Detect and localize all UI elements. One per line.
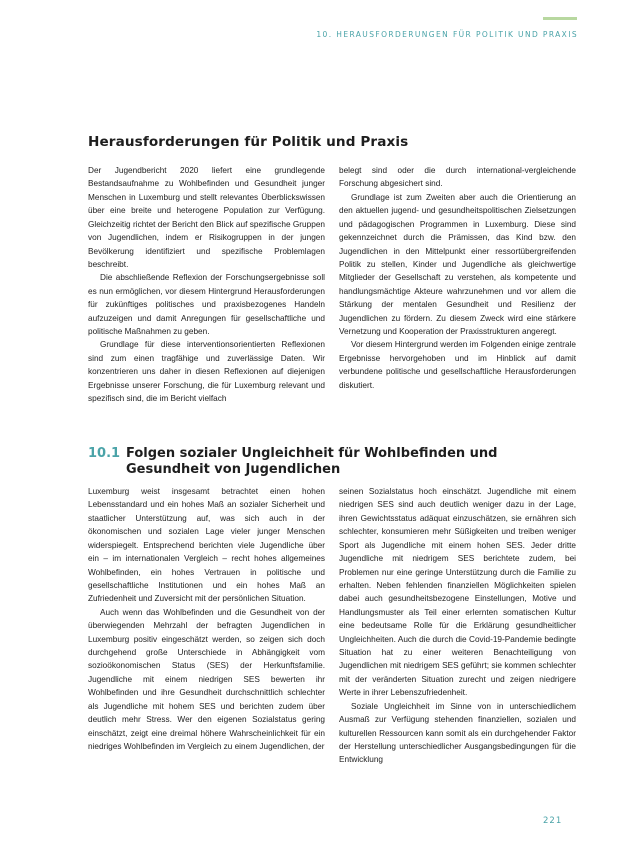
paragraph: Der Jugendbericht 2020 liefert eine grundlegende Bestandsaufnahme zu Wohlbefinden und Gesundheit junger Menschen in Luxemburg und stellt relevantes Überblickswissen über eine breite und heterogene Population zur Verfügung. Gleichzeitig richtet der Bericht den Blick auf spezifische Gruppen von Jugendlichen, indem er Risikogruppen in der jungen Bevölkerung identifiziert und spezifische Problemlagen beschreibt. [88,166,325,269]
paragraph: seinen Sozialstatus hoch einschätzt. Jugendliche mit einem niedrigen SES sind auch deutlich weniger dazu in der Lage, ihren Gewichtsstatus adäquat einzuschätzen, sie ernähren sich schlechter, konsumieren mehr Süßigkeiten und treiben weniger Sport als Jugendliche mit einem hohen SES. Jeder dritte Jugendliche mit niedrigem SES berichtete zudem, bei Problemen nur eine geringe Unterstützung durch die Familie zu erhalten. Neben fehlenden finanziellen Möglichkeiten spielen dabei auch gesundheitsbezogene Einstellungen, Motive und Handlungsmuster als Teil einer erlernten somatischen Kultur eine bedeutsame Rolle für die Erklärung gesundheitlicher Ungleichheiten. Auch die durch die Covid-19-Pandemie bedingte Situation hat zu einer weiteren Benachteiligung von Jugendlichen mit niedrigem SES geführt; sie kommen schlechter mit der veränderten Situation zurecht und zeigen niedrigere Werte in ihrer Lebenszufriedenheit. [339,487,576,698]
section-title: Herausforderungen für Politik und Praxis [88,134,409,150]
paragraph: Soziale Ungleichheit im Sinne von in unterschiedlichem Ausmaß zur Verfügung stehenden finanziellen, sozialen und kulturellen Ressourcen kann somit als ein durchgehender Faktor der Herstellung unterschiedlicher Ausgangsbedingungen für die Entwicklung [339,701,576,765]
header-accent-bar [543,17,577,20]
subsection-column-right [339,485,576,767]
paragraph: Grundlage ist zum Zweiten aber auch die Orientierung an den aktuellen jugend- und gesundheitspolitischen Zielsetzungen und pädagogischen Programmen in Luxemburg. Diese sind gekennzeichnet durch die Prämissen, das Kind bzw. den Jugendlichen in den Mittelpunkt einer ressortübergreifenden Politik zu stellen, Kinder und Jugendliche als gleichwertige Mitglieder der Gesellschaft zu verstehen, als kompetente und handlungsmächtige Akteure wahrzunehmen und vor allem die Stärkung der mentalen Gesundheit und Resilienz der Jugendlichen zu fördern. Zu diesem Zweck wird eine stärkere Vernetzung und Kooperation der Praxisstrukturen angeregt. [339,192,576,337]
paragraph: Die abschließende Reflexion der Forschungsergebnisse soll es nun ermöglichen, vor diesem Hintergrund Herausforderungen für zukünftiges politisches und praxisbezogenes Handeln aufzuzeigen und damit Anregungen für gesellschaftliche und politische Maßnahmen zu geben. [88,273,325,337]
page-number: 221 [543,816,563,826]
paragraph: Grundlage für diese interventionsorientierten Reflexionen sind zum einen tragfähige und zuverlässige Daten. Wir konzentrieren uns daher in diesen Reflexionen auf diejenigen Ergebnisse unserer Forschung, die für Luxemburg relevant und spezifisch sind, die im Bericht vielfach [88,340,325,404]
paragraph: Vor diesem Hintergrund werden im Folgenden einige zentrale Ergebnisse hervorgehoben und im Hinblick auf damit verbundene politische und gesellschaftliche Herausforderungen diskutiert. [339,340,576,390]
subsection-number: 10.1 [88,446,121,461]
paragraph: belegt sind oder die durch international-vergleichende Forschung abgesichert sind. [339,166,576,189]
running-header: 10. HERAUSFORDERUNGEN FÜR POLITIK UND PRAXIS [316,30,578,39]
section-column-right [339,164,576,392]
section-column-left [88,164,325,406]
paragraph: Auch wenn das Wohlbefinden und die Gesundheit von der überwiegenden Mehrzahl der befragten Jugendlichen in Luxemburg positiv eingeschätzt werden, so zeigen sich doch durchgehend große Unterschiede in Abhängigkeit vom sozioökonomischen Status (SES) der Herkunftsfamilie. Jugendliche mit einem niedrigen SES bewerten ihr Wohlbefinden und ihre Gesundheit durchschnittlich schlechter als Jugendliche mit hohem SES und berichten zudem über deutlich mehr Stress. Wer den eigenen Sozialstatus gering einschätzt, zeigt eine dreimal höhere Wahrscheinlichkeit für ein niedriges Wohlbefinden im Vergleich zu einem Jugendlichen, der [88,607,325,752]
subsection-title: Folgen sozialer Ungleichheit für Wohlbefinden und Gesundheit von Jugendlichen [126,446,498,477]
subsection-column-left [88,485,325,753]
paragraph: Luxemburg weist insgesamt betrachtet einen hohen Lebensstandard und ein hohes Maß an sozialer Sicherheit und staatlicher Unterstützung auf, was sich auch in der ökonomischen und sozialen Lage vieler junger Menschen widerspiegelt. Entsprechend berichten viele Jugendliche über ein – im internationalen Vergleich – recht hohes allgemeines Wohlbefinden, ein hohes Vertrauen in politische und gesellschaftliche Institutionen und ein hohes Maß an Zufriedenheit und Zuversicht mit der persönlichen Situation. [88,487,325,604]
